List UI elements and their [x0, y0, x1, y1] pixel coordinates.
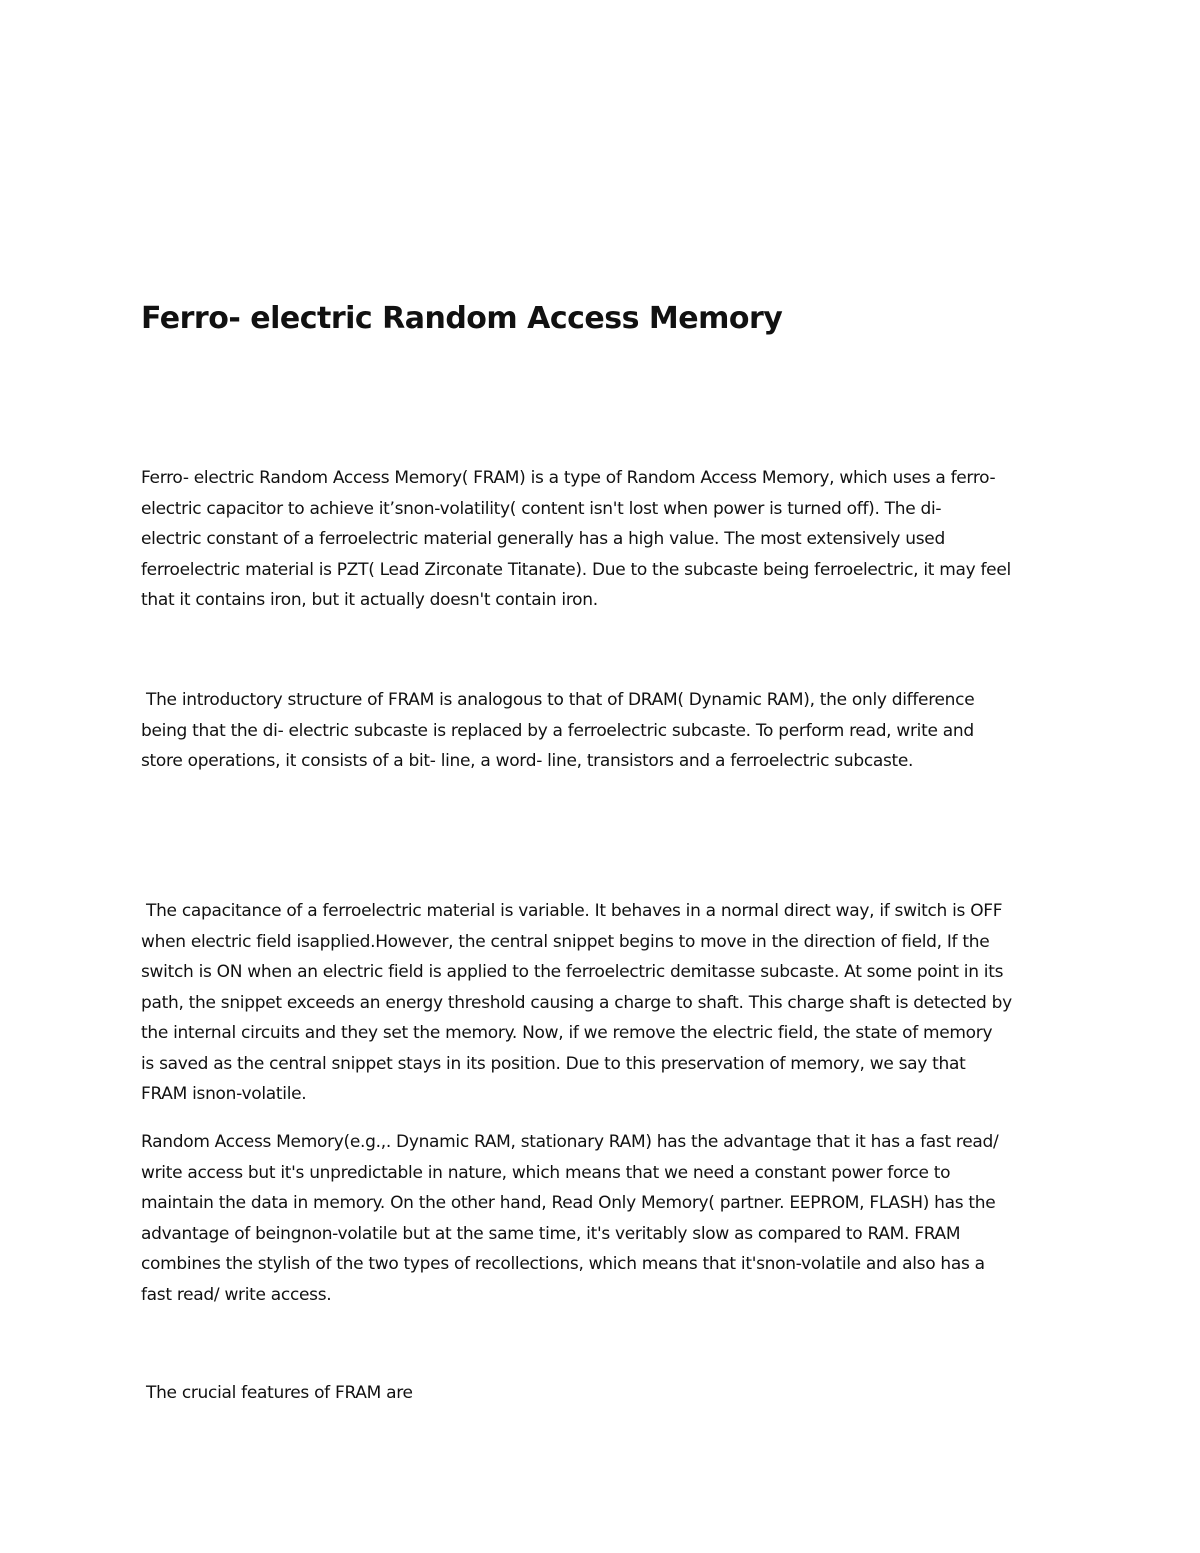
- paragraph-line: The introductory structure of FRAM is analogous to that of DRAM( Dynamic RAM), the only difference: [146, 690, 975, 710]
- paragraph-structure: [141, 685, 1061, 777]
- paragraph-line: The capacitance of a ferroelectric material is variable. It behaves in a normal direct way, if switch is OFF: [146, 901, 1003, 921]
- paragraph-line: is saved as the central snippet stays in its position. Due to this preservation of memory, we say that: [141, 1053, 966, 1074]
- paragraph-line: that it contains iron, but it actually doesn't contain iron.: [141, 590, 598, 610]
- paragraph-line: fast read/ write access.: [141, 1284, 332, 1305]
- paragraph-line: FRAM isnon-volatile.: [141, 1084, 307, 1104]
- paragraph-line: path, the snippet exceeds an energy threshold causing a charge to shaft. This charge shaft is detected by: [141, 992, 1012, 1013]
- paragraph-capacitance: [141, 896, 1061, 1110]
- paragraph-line: maintain the data in memory. On the other hand, Read Only Memory( partner. EEPROM, FLASH) has the: [141, 1193, 996, 1213]
- paragraph-line: ferroelectric material is PZT( Lead Zirconate Titanate). Due to the subcaste being ferroelectric, it may feel: [141, 559, 1011, 580]
- paragraph-intro: [141, 463, 1061, 616]
- paragraph-line: advantage of beingnon-volatile but at the same time, it's veritably slow as compared to RAM. FRAM: [141, 1223, 961, 1244]
- paragraph-line: when electric field isapplied.However, the central snippet begins to move in the direction of field, If the: [141, 931, 990, 952]
- paragraph-line: store operations, it consists of a bit- line, a word- line, transistors and a ferroelectric subcaste.: [141, 751, 914, 771]
- paragraph-line: electric constant of a ferroelectric material generally has a high value. The most extensively used: [141, 529, 945, 549]
- paragraph-line: being that the di- electric subcaste is replaced by a ferroelectric subcaste. To perform read, write and: [141, 720, 974, 741]
- paragraph-line: electric capacitor to achieve it’snon-volatility( content isn't lost when power is turned off). The di-: [141, 498, 942, 519]
- paragraph-line: Random Access Memory(e.g.,. Dynamic RAM, stationary RAM) has the advantage that it has a fast read/: [141, 1132, 999, 1152]
- paragraph-line: write access but it's unpredictable in nature, which means that we need a constant power force to: [141, 1162, 951, 1183]
- paragraph-line: The crucial features of FRAM are: [146, 1383, 413, 1403]
- paragraph-line: Ferro- electric Random Access Memory( FRAM) is a type of Random Access Memory, which uses a ferro-: [141, 468, 996, 488]
- paragraph-line: switch is ON when an electric field is applied to the ferroelectric demitasse subcaste. At some point in its: [141, 962, 1004, 982]
- document-title: Ferro- electric Random Access Memory: [141, 301, 783, 336]
- paragraph-comparison: [141, 1127, 1061, 1310]
- paragraph-features-heading: [141, 1378, 1061, 1409]
- paragraph-line: the internal circuits and they set the memory. Now, if we remove the electric field, the state of memory: [141, 1023, 993, 1043]
- paragraph-line: combines the stylish of the two types of recollections, which means that it'snon-volatile and also has a: [141, 1254, 985, 1274]
